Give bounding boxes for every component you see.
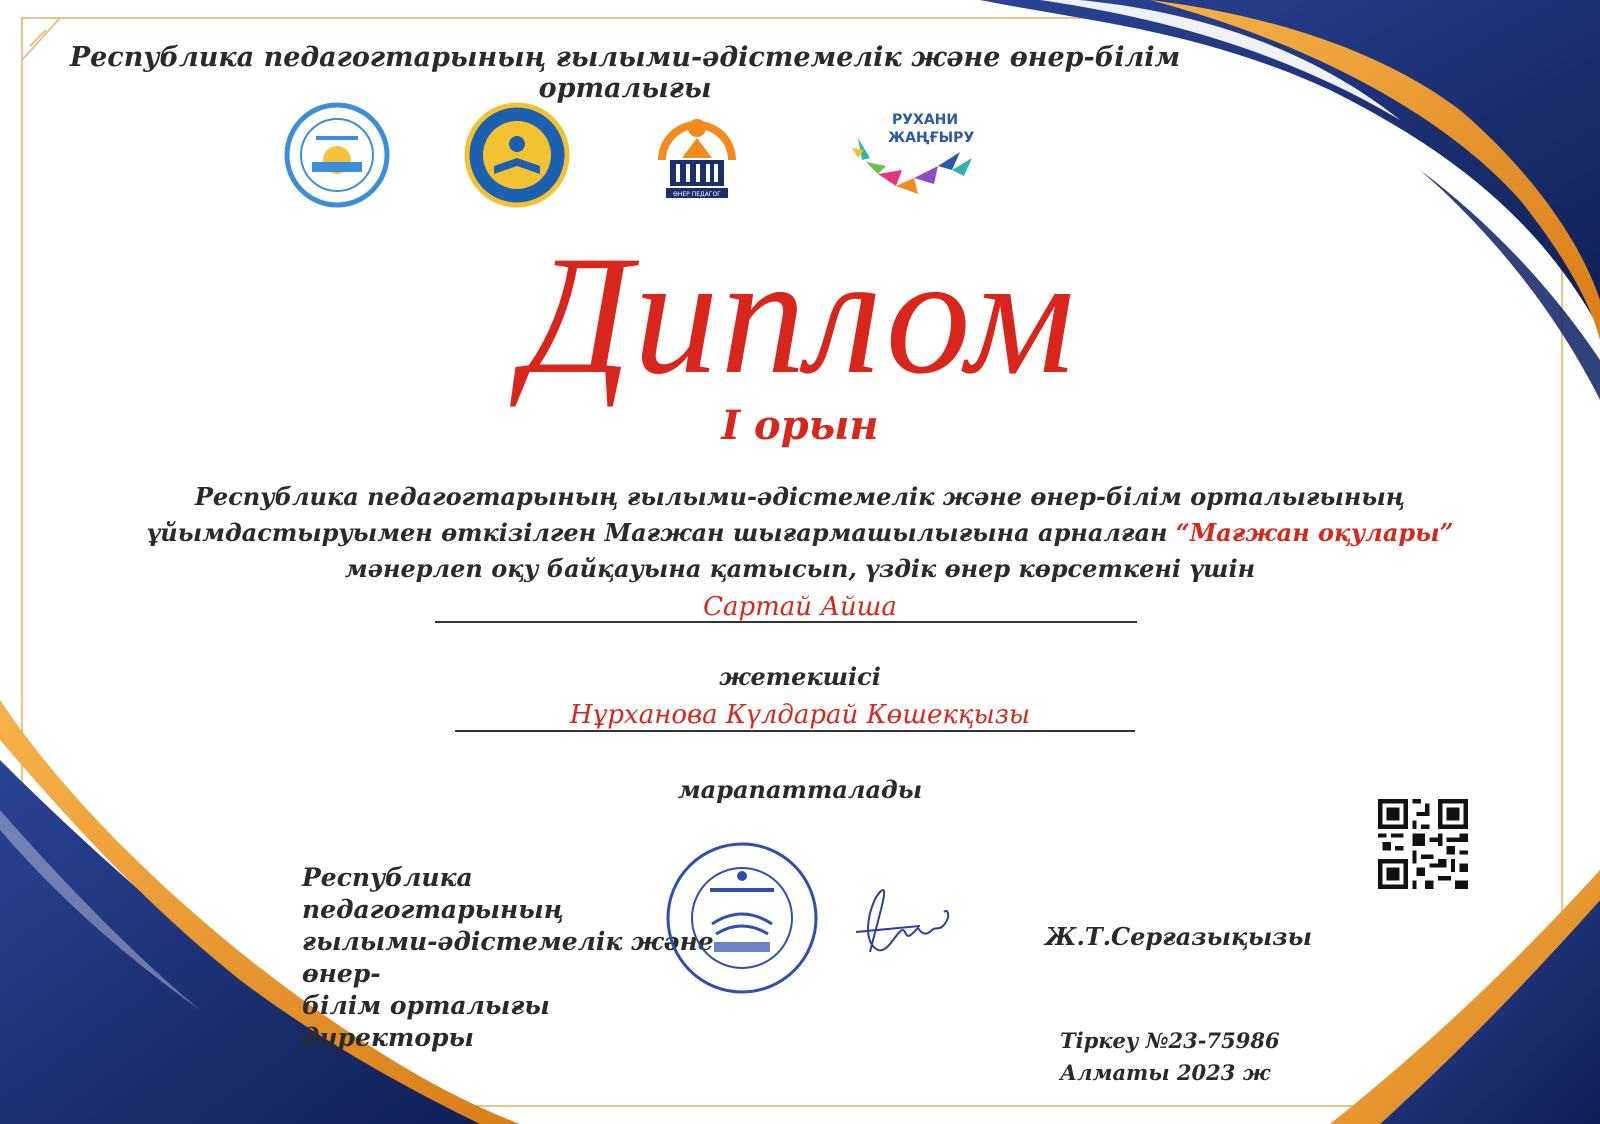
svg-text:ЖАҢҒЫРУ: ЖАҢҒЫРУ	[888, 130, 975, 146]
awarded-text: марапатталады	[677, 775, 923, 804]
body-line-2	[0, 518, 1600, 547]
body-line-2-text: ұйымдастыруымен өткізілген Мағжан шығармашылығына арналған	[146, 518, 1176, 547]
director-line-2: ғылыми-әдістемелік және өнер-	[302, 927, 714, 988]
svg-text:РУХАНИ: РУХАНИ	[892, 112, 959, 128]
rukhani-zhangyru-logo-icon	[848, 108, 978, 198]
supervisor-label: жетекшісі	[719, 662, 881, 691]
oner-pedagog-logo-icon	[642, 100, 752, 210]
registration-number: Тіркеу №23-75986	[1060, 1028, 1280, 1053]
director-title-block	[302, 862, 722, 1054]
city-year: Алматы 2023 ж	[1060, 1060, 1271, 1085]
director-line-3: білім орталығы директоры	[302, 991, 550, 1052]
director-name: Ж.Т.Серғазықызы	[1045, 922, 1313, 951]
official-stamp-icon	[662, 838, 822, 998]
signature-icon	[850, 872, 970, 972]
ministry-emblem-icon	[462, 100, 572, 210]
diploma-title: Диплом	[523, 221, 1077, 409]
director-line-1: Республика педагогтарының	[302, 863, 564, 924]
center-emblem-icon	[282, 100, 392, 210]
qr-code-icon	[1378, 799, 1468, 889]
supervisor-name: Нұрханова Күлдарай Көшекқызы	[569, 700, 1031, 730]
recipient-name: Сартай Айша	[703, 592, 897, 622]
event-name-highlight: “Мағжан оқулары”	[1175, 518, 1454, 547]
svg-text:ӨНЕР ПЕДАГОГ: ӨНЕР ПЕДАГОГ	[673, 191, 721, 198]
body-line-1: Республика педагогтарының ғылыми-әдістемелік және өнер-білім орталығының	[194, 482, 1406, 511]
supervisor-underline	[455, 730, 1135, 732]
header-organization-title: Республика педагогтарының ғылыми-әдістемелік және өнер-білім орталығы	[69, 42, 1181, 104]
body-line-3: мәнерлеп оқу байқауына қатысып, үздік өнер көрсеткені үшін	[344, 554, 1256, 583]
place-label: I орын	[721, 402, 879, 449]
